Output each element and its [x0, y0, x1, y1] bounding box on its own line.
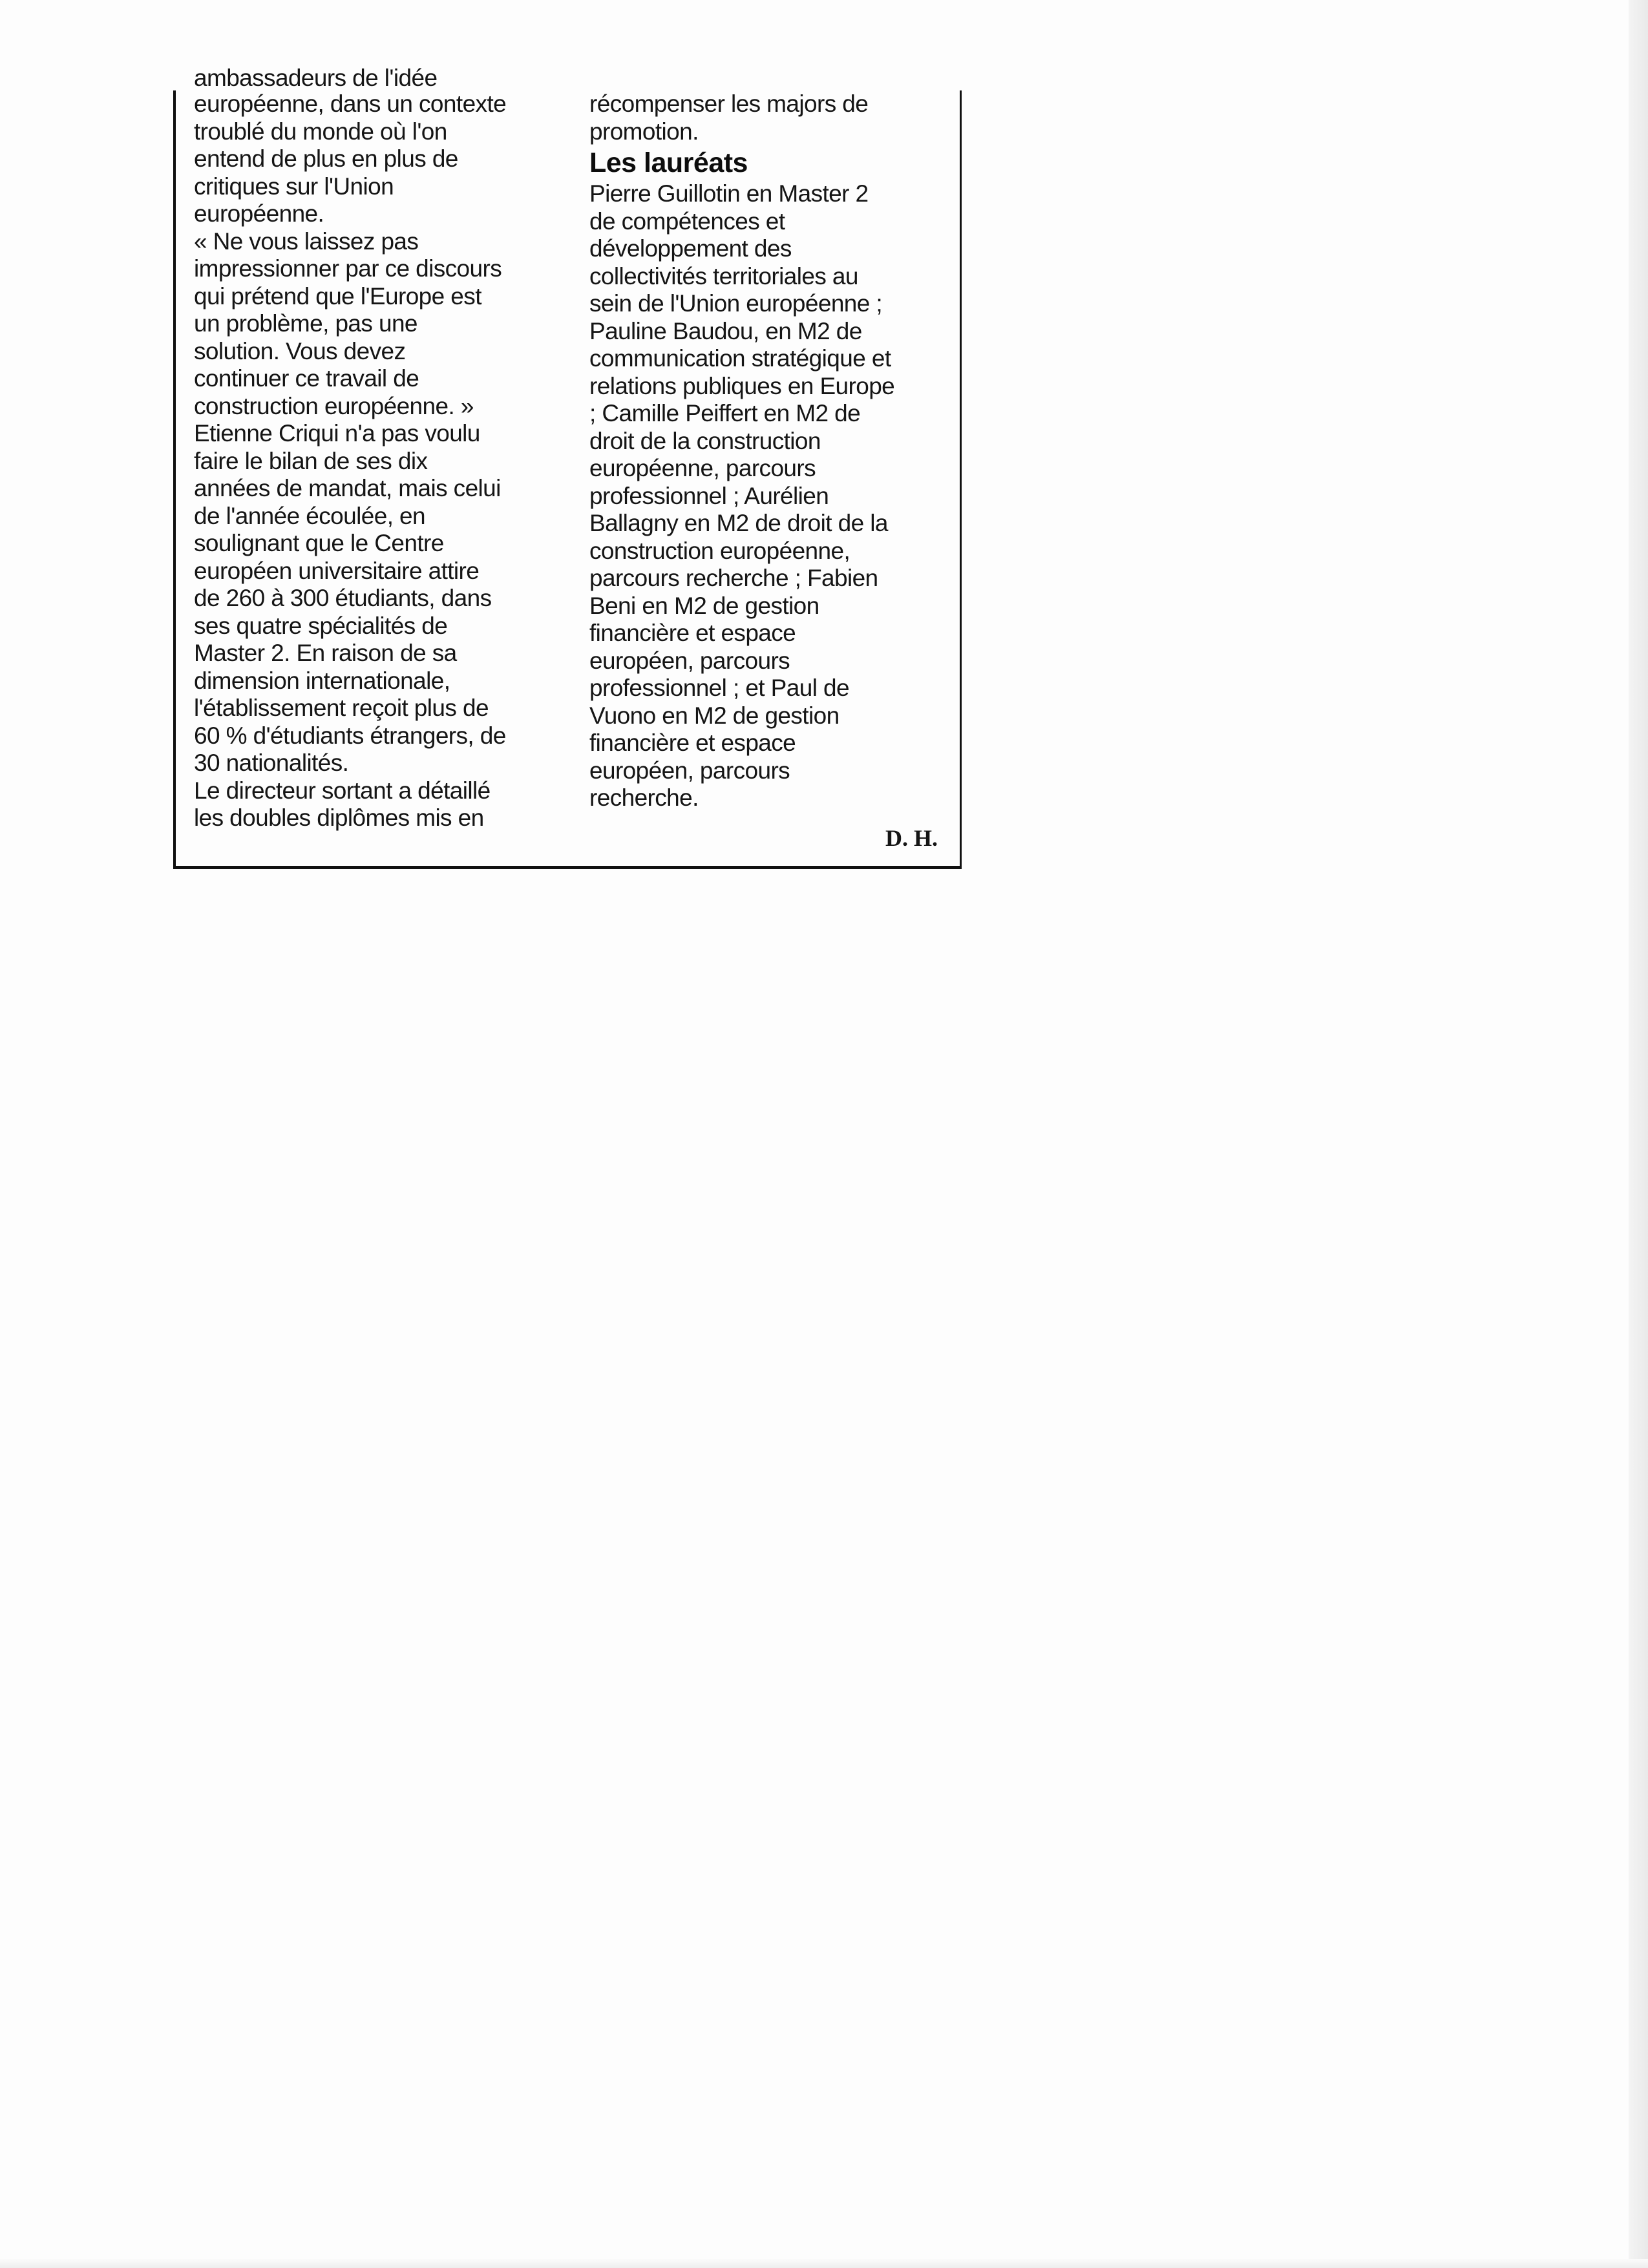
- text-line: solution. Vous devez: [194, 337, 406, 364]
- text-line: soulignant que le Centre: [194, 530, 444, 556]
- text-line: construction européenne,: [589, 537, 850, 564]
- text-line: continuer ce travail de: [194, 365, 419, 392]
- newspaper-clipping: [173, 65, 962, 869]
- text-line: Vuono en M2 de gestion: [589, 702, 840, 729]
- text-line: européen, parcours: [589, 647, 790, 674]
- text-line: communication stratégique et: [589, 345, 891, 372]
- text-line: recherche.: [589, 784, 699, 811]
- text-line: Pauline Baudou, en M2 de: [589, 317, 862, 344]
- cut-off-line: [194, 65, 556, 91]
- text-line: Le directeur sortant a détaillé: [194, 777, 491, 804]
- text-line: européenne.: [194, 200, 324, 227]
- text-line: un problème, pas une: [194, 310, 417, 337]
- text-line: de l'année écoulée, en: [194, 502, 426, 529]
- scan-bottom-edge: [0, 2259, 1648, 2268]
- text-line: « Ne vous laissez pas: [194, 227, 419, 255]
- text-line: l'établissement reçoit plus de: [194, 695, 489, 721]
- text-line: professionnel ; et Paul de: [589, 675, 849, 701]
- text-line: dimension internationale,: [194, 667, 450, 694]
- text-line: européenne, dans un contexte: [194, 90, 507, 117]
- text-line: entend de plus en plus de: [194, 145, 458, 172]
- text-line: 60 % d'étudiants étrangers, de: [194, 722, 506, 749]
- text-line: les doubles diplômes mis en: [194, 804, 484, 831]
- text-line: faire le bilan de ses dix: [194, 447, 428, 474]
- text-line: récompenser les majors de: [589, 90, 869, 117]
- cut-off-text: ambassadeurs de l'idée: [194, 65, 438, 91]
- text-line: collectivités territoriales au: [589, 262, 858, 289]
- text-line: Pierre Guillotin en Master 2: [589, 180, 869, 207]
- right-column-body: [589, 180, 951, 812]
- text-line: 30 nationalités.: [194, 750, 349, 776]
- text-line: qui prétend que l'Europe est: [194, 282, 481, 310]
- text-line: troublé du monde où l'on: [194, 118, 447, 145]
- text-line: construction européenne. »: [194, 392, 474, 419]
- text-line: de 260 à 300 étudiants, dans: [194, 585, 492, 611]
- text-line: sein de l'Union européenne ;: [589, 290, 883, 317]
- right-column-intro: [589, 90, 951, 145]
- text-line: européen, parcours: [589, 757, 790, 784]
- text-line: droit de la construction: [589, 427, 821, 454]
- subheading-laureats: Les lauréats: [589, 147, 748, 178]
- text-line: promotion.: [589, 118, 699, 145]
- text-line: professionnel ; Aurélien: [589, 482, 829, 509]
- text-line: Etienne Criqui n'a pas voulu: [194, 420, 480, 446]
- text-line: financière et espace: [589, 620, 796, 646]
- text-line: développement des: [589, 235, 792, 262]
- right-column: [589, 90, 951, 812]
- text-line: impressionner par ce discours: [194, 255, 502, 282]
- text-line: européenne, parcours: [589, 455, 816, 481]
- author-signature: D. H.: [885, 825, 938, 851]
- text-line: critiques sur l'Union: [194, 173, 394, 200]
- text-line: financière et espace: [589, 730, 796, 756]
- scan-page-edge: [1629, 0, 1648, 2268]
- text-line: parcours recherche ; Fabien: [589, 565, 878, 591]
- text-line: ses quatre spécialités de: [194, 612, 448, 639]
- text-line: relations publiques en Europe: [589, 372, 895, 399]
- text-line: européen universitaire attire: [194, 557, 480, 584]
- text-line: Master 2. En raison de sa: [194, 640, 457, 666]
- left-column: [194, 90, 556, 832]
- text-line: années de mandat, mais celui: [194, 475, 501, 501]
- text-line: Ballagny en M2 de droit de la: [589, 510, 888, 536]
- text-line: ; Camille Peiffert en M2 de: [589, 400, 861, 426]
- text-line: Beni en M2 de gestion: [589, 592, 819, 619]
- text-line: de compétences et: [589, 207, 785, 235]
